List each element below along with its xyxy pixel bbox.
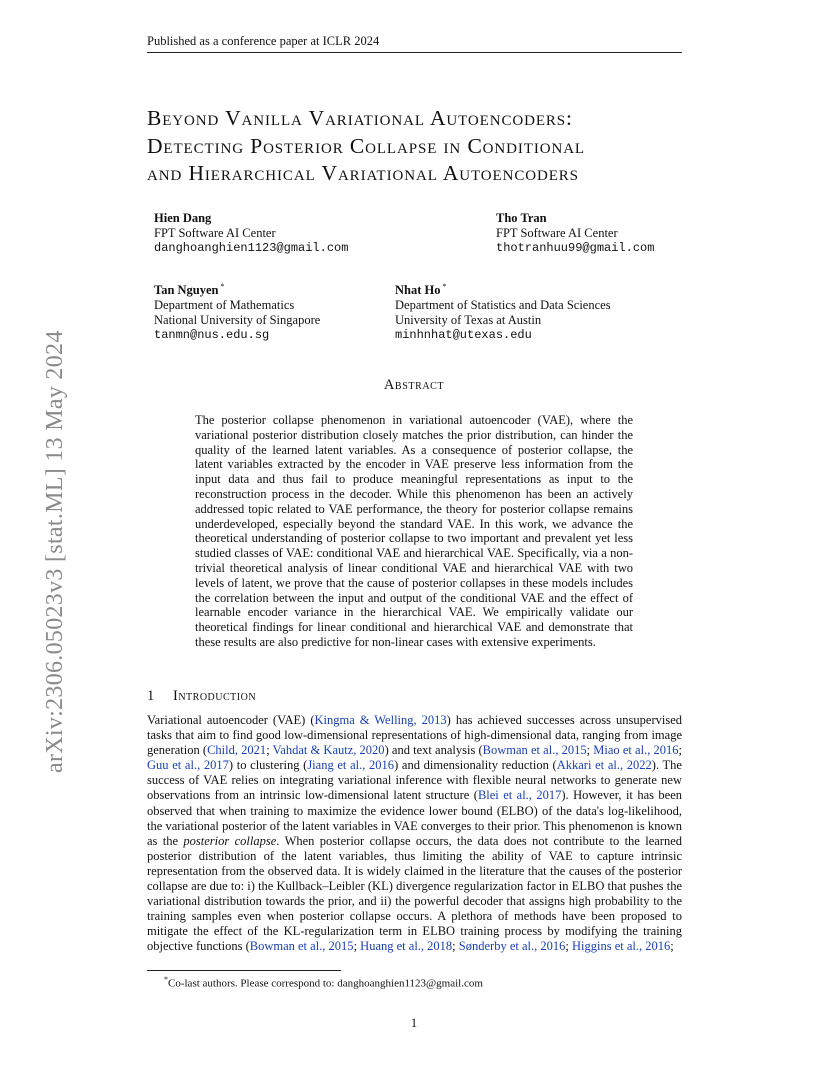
abstract-heading: Abstract (383, 377, 445, 393)
author-email[interactable]: minhnhat@utexas.edu (395, 328, 532, 343)
author-affiliation: FPT Software AI Center (154, 226, 276, 240)
author-name: Tan Nguyen (154, 283, 219, 298)
citation-link[interactable]: Miao et al., 2016 (593, 743, 679, 758)
section-number: 1 (147, 688, 155, 704)
title-line-3: and Hierarchical Variational Autoencoders (147, 161, 579, 185)
arxiv-watermark: arXiv:2306.05023v3 [stat.ML] 13 May 2024 (42, 330, 68, 773)
page-number: 1 (410, 1016, 418, 1030)
author-affiliation: Department of Statistics and Data Sciences (395, 298, 611, 313)
author-name: Hien Dang (154, 211, 212, 225)
author-block (395, 279, 611, 343)
author-block (496, 211, 654, 256)
footnote-text: Co-last authors. Please correspond to: danghoanghien1123@gmail.com (168, 977, 483, 990)
section-title: Introduction (173, 688, 257, 704)
emphasis-term: posterior collapse (183, 833, 277, 848)
citation-link[interactable]: Jiang et al., 2016 (307, 758, 395, 773)
citation-link[interactable]: Huang et al., 2018 (360, 939, 453, 954)
footnote-mark: * (442, 282, 447, 291)
author-affiliation: Department of Mathematics (154, 298, 295, 313)
footnote-mark: * (220, 282, 225, 291)
citation-link[interactable]: Blei et al., 2017 (477, 788, 562, 803)
author-affiliation: FPT Software AI Center (496, 226, 618, 240)
citation-link[interactable]: Bowman et al., 2015 (482, 743, 587, 758)
footnote-mark: * (164, 975, 168, 984)
citation-link[interactable]: Higgins et al., 2016 (571, 939, 671, 954)
author-block (154, 279, 320, 343)
author-email[interactable]: danghoanghien1123@gmail.com (154, 241, 349, 255)
citation-link[interactable]: Sønderby et al., 2016 (458, 939, 566, 954)
footnote (162, 975, 483, 990)
citation-link[interactable]: Bowman et al., 2015 (249, 939, 354, 954)
author-institution: University of Texas at Austin (395, 313, 542, 328)
section-heading (147, 688, 256, 705)
author-name: Tho Tran (496, 211, 547, 225)
title-line-1: Beyond Vanilla Variational Autoencoders: (147, 106, 573, 130)
citation-link[interactable]: Akkari et al., 2022 (556, 758, 652, 773)
author-name: Nhat Ho (395, 283, 441, 298)
introduction-paragraph: Variational autoencoder (VAE) (Kingma & Welling, 2013) has achieved successes across unsupervised tasks that aim to find good low-dimensional representations of high-dimensional data, ranging from image generation (Child, 2021; Vahdat & Kautz, 2020) and text analysis (Bowman et al., 2015; Miao et al., 2016; Guu et al., 2017) to clustering (Jiang et al., 2016) and dimensionality reduction (Akkari et al., 2022). The success of VAE relies on integrating variational inference with flexible neural networks to generate new observations from an intrinsic low-dimensional latent structure (Blei et al., 2017). However, it has been observed that when training to maximize the evidence lower bound (ELBO) of the data's log-likelihood, the variational posterior of the latent variables in VAE converges to their prior. This phenomenon is known as the posterior collapse. When posterior collapse occurs, the data does not contribute to the learned posterior distribution of the latent variables, thus limiting the ability of VAE to capture intrinsic representation from the observed data. It is widely claimed in the literature that the causes of the posterior collapse are due to: i) the Kullback–Leibler (KL) divergence regularization factor in ELBO that pushes the variational distribution towards the prior, and ii) the powerful decoder that assigns high probability to the training samples even when posterior collapse occurs. A plethora of methods have been proposed to mitigate the effect of the KL-regularization term in ELBO training process by modifying the training objective functions (Bowman et al., 2015; Huang et al., 2018; Sønderby et al., 2016; Higgins et al., 2016; (147, 713, 683, 954)
citation-link[interactable]: Kingma & Welling, 2013 (314, 713, 447, 727)
footnote-divider (147, 970, 341, 971)
author-institution: National University of Singapore (154, 313, 321, 328)
running-header: Published as a conference paper at ICLR 2024 (147, 34, 682, 53)
abstract-text: The posterior collapse phenomenon in variational autoencoder (VAE), where the variational posterior distribution closely matches the prior distribution, can hinder the quality of the learned latent variables. As a consequence of posterior collapse, the latent variables extracted by the encoder in VAE preserve less information from the input data and thus fail to produce meaningful representations as input to the reconstruction process in the decoder. While this phenomenon has been an actively addressed topic related to VAE performance, the theory for posterior collapse remains underdeveloped, especially beyond the standard VAE. In this work, we advance the theoretical understanding of posterior collapse to two important and prevalent yet less studied classes of VAE: conditional VAE and hierarchical VAE. Specifically, via a non-trivial theoretical analysis of linear conditional VAE and hierarchical VAE with two levels of latent, we prove that the cause of posterior collapses in these models includes the correlation between the input and output of the conditional VAE and the effect of learnable encoder variance in the hierarchical VAE. We empirically validate our theoretical findings for linear conditional and hierarchical VAE and demonstrate that these results are also predictive for non-linear cases with extensive experiments. (195, 413, 633, 649)
author-block (154, 211, 348, 256)
title-line-2: Detecting Posterior Collapse in Conditional (147, 133, 585, 158)
citation-link[interactable]: Child, 2021 (207, 743, 267, 758)
paper-title (147, 105, 707, 188)
citation-link[interactable]: Guu et al., 2017 (147, 758, 229, 773)
author-email[interactable]: thotranhuu99@gmail.com (496, 241, 655, 255)
citation-link[interactable]: Vahdat & Kautz, 2020 (272, 743, 385, 758)
author-email[interactable]: tanmn@nus.edu.sg (154, 328, 270, 343)
